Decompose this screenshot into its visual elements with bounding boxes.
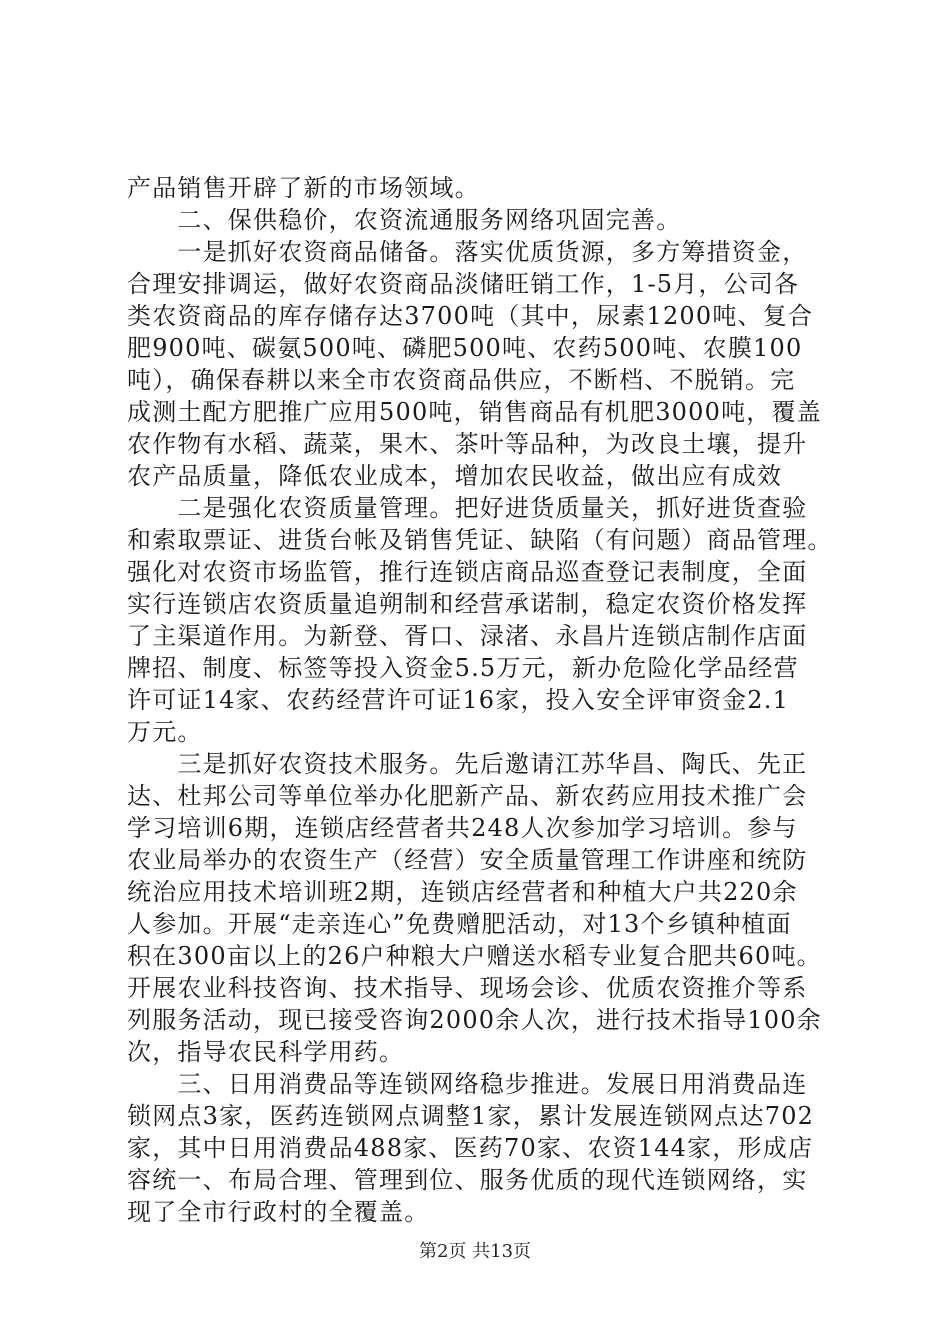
text-line: 万元。: [127, 718, 203, 746]
text-line: 开展农业科技咨询、技术指导、现场会诊、优质农资推介等系: [127, 974, 808, 1002]
text-line: 类农资商品的库存储存达3700吨（其中，尿素1200吨、复合: [127, 302, 814, 330]
text-line: 列服务活动，现已接受咨询2000余人次，进行技术指导100余: [127, 1006, 822, 1034]
text-line: 强化对农资市场监管，推行连锁店商品巡查登记表制度，全面: [127, 558, 808, 586]
text-line: 农作物有水稻、蔬菜，果木、茶叶等品种，为改良土壤，提升: [127, 430, 808, 458]
text-line: 吨），确保春耕以来全市农资商品供应，不断档、不脱销。完: [127, 366, 796, 394]
text-line: 成测土配方肥推广应用500吨，销售商品有机肥3000吨，覆盖: [127, 398, 822, 426]
text-line: 产品销售开辟了新的市场领域。: [127, 174, 480, 202]
text-line: 积在300亩以上的26户种粮大户赠送水稻专业复合肥共60吨。: [127, 942, 822, 970]
text-line: 牌招、制度、标签等投入资金5.5万元，新办危险化学品经营: [127, 654, 799, 682]
text-line: 二、保供稳价，农资流通服务网络巩固完善。: [127, 206, 682, 234]
text-line: 二是强化农资质量管理。把好进货质量关，抓好进货查验: [127, 494, 808, 522]
text-line: 容统一、布局合理、管理到位、服务优质的现代连锁网络，实: [127, 1166, 808, 1194]
text-line: 实行连锁店农资质量追朔制和经营承诺制，稳定农资价格发挥: [127, 590, 808, 618]
text-line: 达、杜邦公司等单位举办化肥新产品、新农药应用技术推广会: [127, 782, 808, 810]
text-line: 现了全市行政村的全覆盖。: [127, 1198, 430, 1226]
text-line: 锁网点3家，医药连锁网点调整1家，累计发展连锁网点达702: [127, 1102, 815, 1130]
text-line: 农业局举办的农资生产（经营）安全质量管理工作讲座和统防: [127, 846, 808, 874]
text-line: 一是抓好农资商品储备。落实优质货源，多方筹措资金，: [127, 238, 808, 266]
text-line: 次，指导农民科学用药。: [127, 1038, 405, 1066]
text-line: 三是抓好农资技术服务。先后邀请江苏华昌、陶氏、先正: [127, 750, 808, 778]
text-line: 农产品质量，降低农业成本，增加农民收益，做出应有成效: [127, 462, 783, 490]
text-line: 统治应用技术培训班2期，连锁店经营者和种植大户共220余: [127, 878, 798, 906]
text-line: 三、日用消费品等连锁网络稳步推进。发展日用消费品连: [127, 1070, 808, 1098]
text-line: 肥900吨、碳氨500吨、磷肥500吨、农药500吨、农膜100: [127, 334, 803, 362]
text-line: 了主渠道作用。为新登、胥口、渌渚、永昌片连锁店制作店面: [127, 622, 808, 650]
text-line: 人参加。开展“走亲连心”免费赠肥活动，对13个乡镇种植面: [127, 910, 792, 938]
page-footer: 第2页 共13页: [418, 1241, 532, 1262]
text-line: 许可证14家、农药经营许可证16家，投入安全评审资金2.1: [127, 686, 790, 714]
text-line: 家，其中日用消费品488家、医药70家、农资144家，形成店: [127, 1134, 814, 1162]
body-text: [127, 172, 839, 1228]
text-line: 和索取票证、进货台帐及销售凭证、缺陷（有问题）商品管理。: [127, 526, 833, 554]
text-line: 学习培训6期，连锁店经营者共248人次参加学习培训。参与: [127, 814, 798, 842]
text-line: 合理安排调运，做好农资商品淡储旺销工作，1-5月，公司各: [127, 270, 800, 298]
